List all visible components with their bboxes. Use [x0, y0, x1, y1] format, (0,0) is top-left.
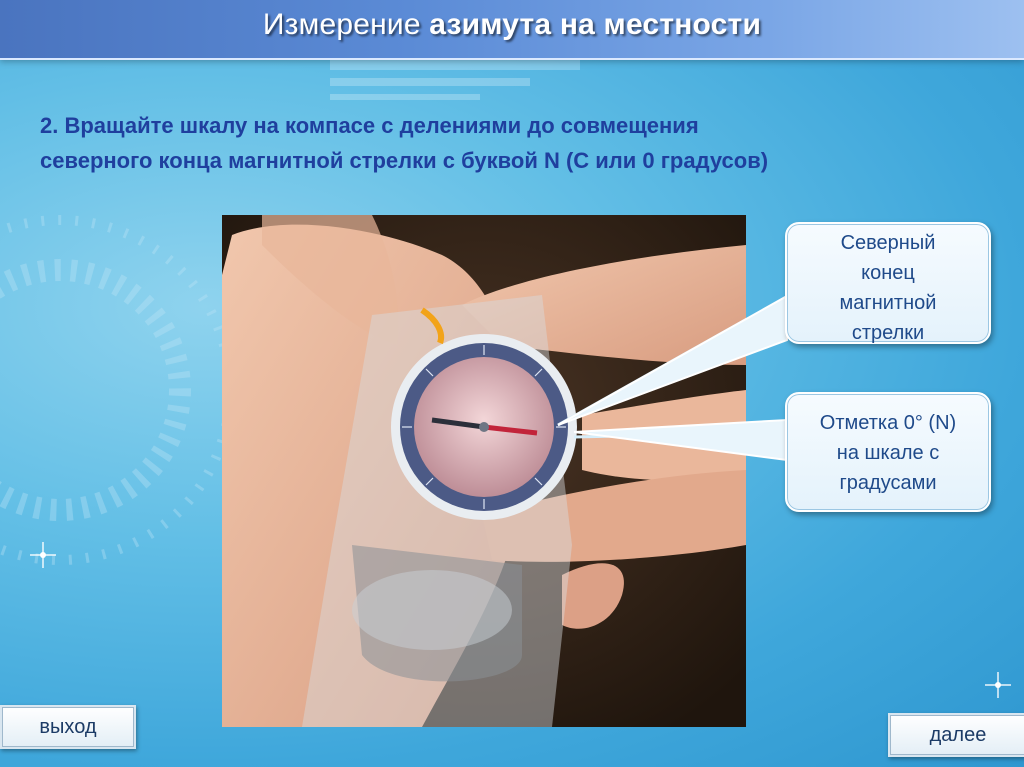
callout-north-end: Северный конец магнитной стрелки — [785, 222, 991, 344]
instruction-line-1: 2. Вращайте шкалу на компасе с делениями до совмещения — [40, 113, 699, 138]
next-button[interactable]: далее — [888, 713, 1024, 757]
instruction-text — [40, 108, 940, 178]
step-number: 2. — [40, 113, 59, 138]
instruction-line-2: северного конца магнитной стрелки с буквой N (С или 0 градусов) — [40, 148, 769, 173]
photo-compass-icon — [222, 215, 746, 727]
title-bar — [0, 0, 1024, 60]
compass-photo — [222, 215, 746, 727]
exit-button[interactable]: выход — [0, 705, 136, 749]
page-title: Измерение азимута на местности — [262, 8, 762, 41]
callout-zero-mark: Отметка 0° (N) на шкале с градусами — [785, 392, 991, 512]
